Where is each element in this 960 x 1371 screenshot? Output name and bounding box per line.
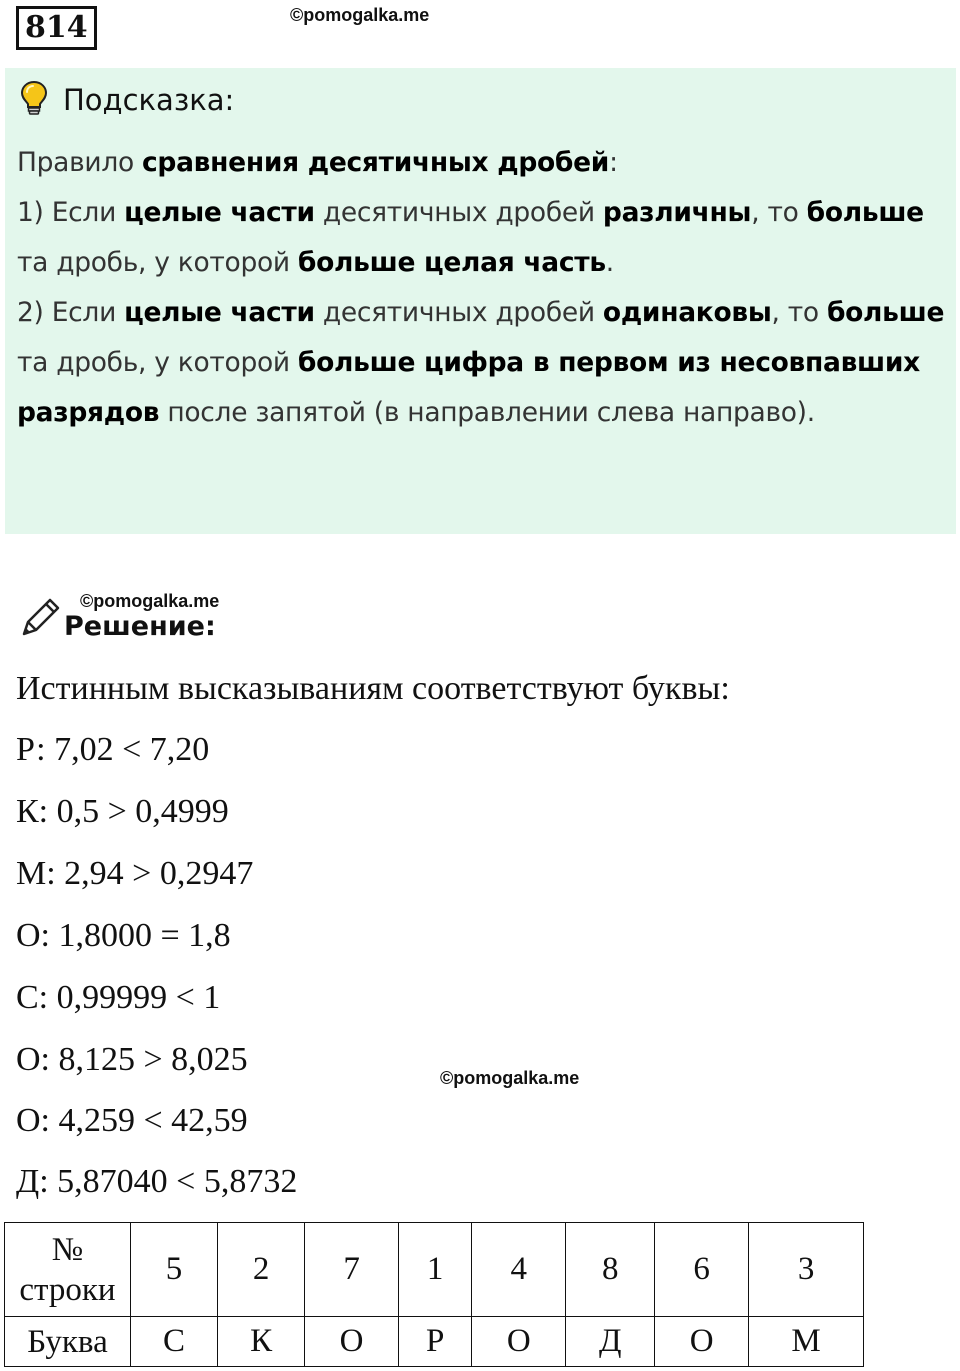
- table-cell: 3: [749, 1223, 864, 1317]
- table-cell: 7: [305, 1223, 399, 1317]
- solution-header: [18, 598, 216, 644]
- pencil-icon: [18, 594, 60, 644]
- hint-intro: Правило сравнения десятичных дробей:: [17, 147, 618, 178]
- watermark: ©pomogalka.me: [80, 591, 220, 611]
- solution-line: Р: 7,02 < 7,20: [16, 731, 210, 768]
- solution-line: Д: 5,87040 < 5,8732: [16, 1163, 298, 1200]
- table-cell: 1: [399, 1223, 472, 1317]
- solution-title: Решение:: [64, 611, 216, 642]
- watermark: ©pomogalka.me: [440, 1068, 580, 1088]
- table-cell: 6: [655, 1223, 749, 1317]
- table-cell: Р: [399, 1317, 472, 1367]
- table-header-cell: Буква: [5, 1317, 131, 1367]
- table-cell: С: [131, 1317, 218, 1367]
- table-cell: О: [305, 1317, 399, 1367]
- solution-line: М: 2,94 > 0,2947: [16, 855, 254, 892]
- hint-title: Подсказка:: [63, 83, 235, 117]
- hint-header: [19, 82, 234, 118]
- table-cell: О: [472, 1317, 566, 1367]
- hint-box: [5, 68, 956, 534]
- task-number: 814: [16, 6, 97, 50]
- table-cell: 4: [472, 1223, 566, 1317]
- solution-line: О: 8,125 > 8,025: [16, 1041, 248, 1078]
- table-cell: 5: [131, 1223, 218, 1317]
- solution-line: К: 0,5 > 0,4999: [16, 793, 229, 830]
- solution-line: О: 4,259 < 42,59: [16, 1102, 248, 1139]
- table-row-letters: [5, 1317, 864, 1367]
- table-row-numbers: [5, 1223, 864, 1317]
- solution-intro: Истинным высказываниям соответствуют буквы:: [16, 670, 730, 707]
- hint-rule-1: 1) Если целые части десятичных дробей различны, то больше та дробь, у которой больше целая часть.: [17, 197, 924, 278]
- lightbulb-icon: [19, 80, 49, 120]
- table-cell: К: [218, 1317, 305, 1367]
- solution-line: О: 1,8000 = 1,8: [16, 917, 231, 954]
- answer-table: [4, 1222, 864, 1367]
- table-cell: 2: [218, 1223, 305, 1317]
- table-cell: 8: [566, 1223, 655, 1317]
- table-cell: Д: [566, 1317, 655, 1367]
- table-header-cell: № строки: [5, 1223, 131, 1317]
- table-cell: М: [749, 1317, 864, 1367]
- hint-body: [17, 138, 947, 438]
- solution-line: С: 0,99999 < 1: [16, 979, 221, 1016]
- hint-rule-2: 2) Если целые части десятичных дробей одинаковы, то больше та дробь, у которой больше цифра в первом из несовпавших разрядов после запятой (в направлении слева направо).: [17, 297, 945, 428]
- table-cell: О: [655, 1317, 749, 1367]
- watermark: ©pomogalka.me: [290, 5, 430, 25]
